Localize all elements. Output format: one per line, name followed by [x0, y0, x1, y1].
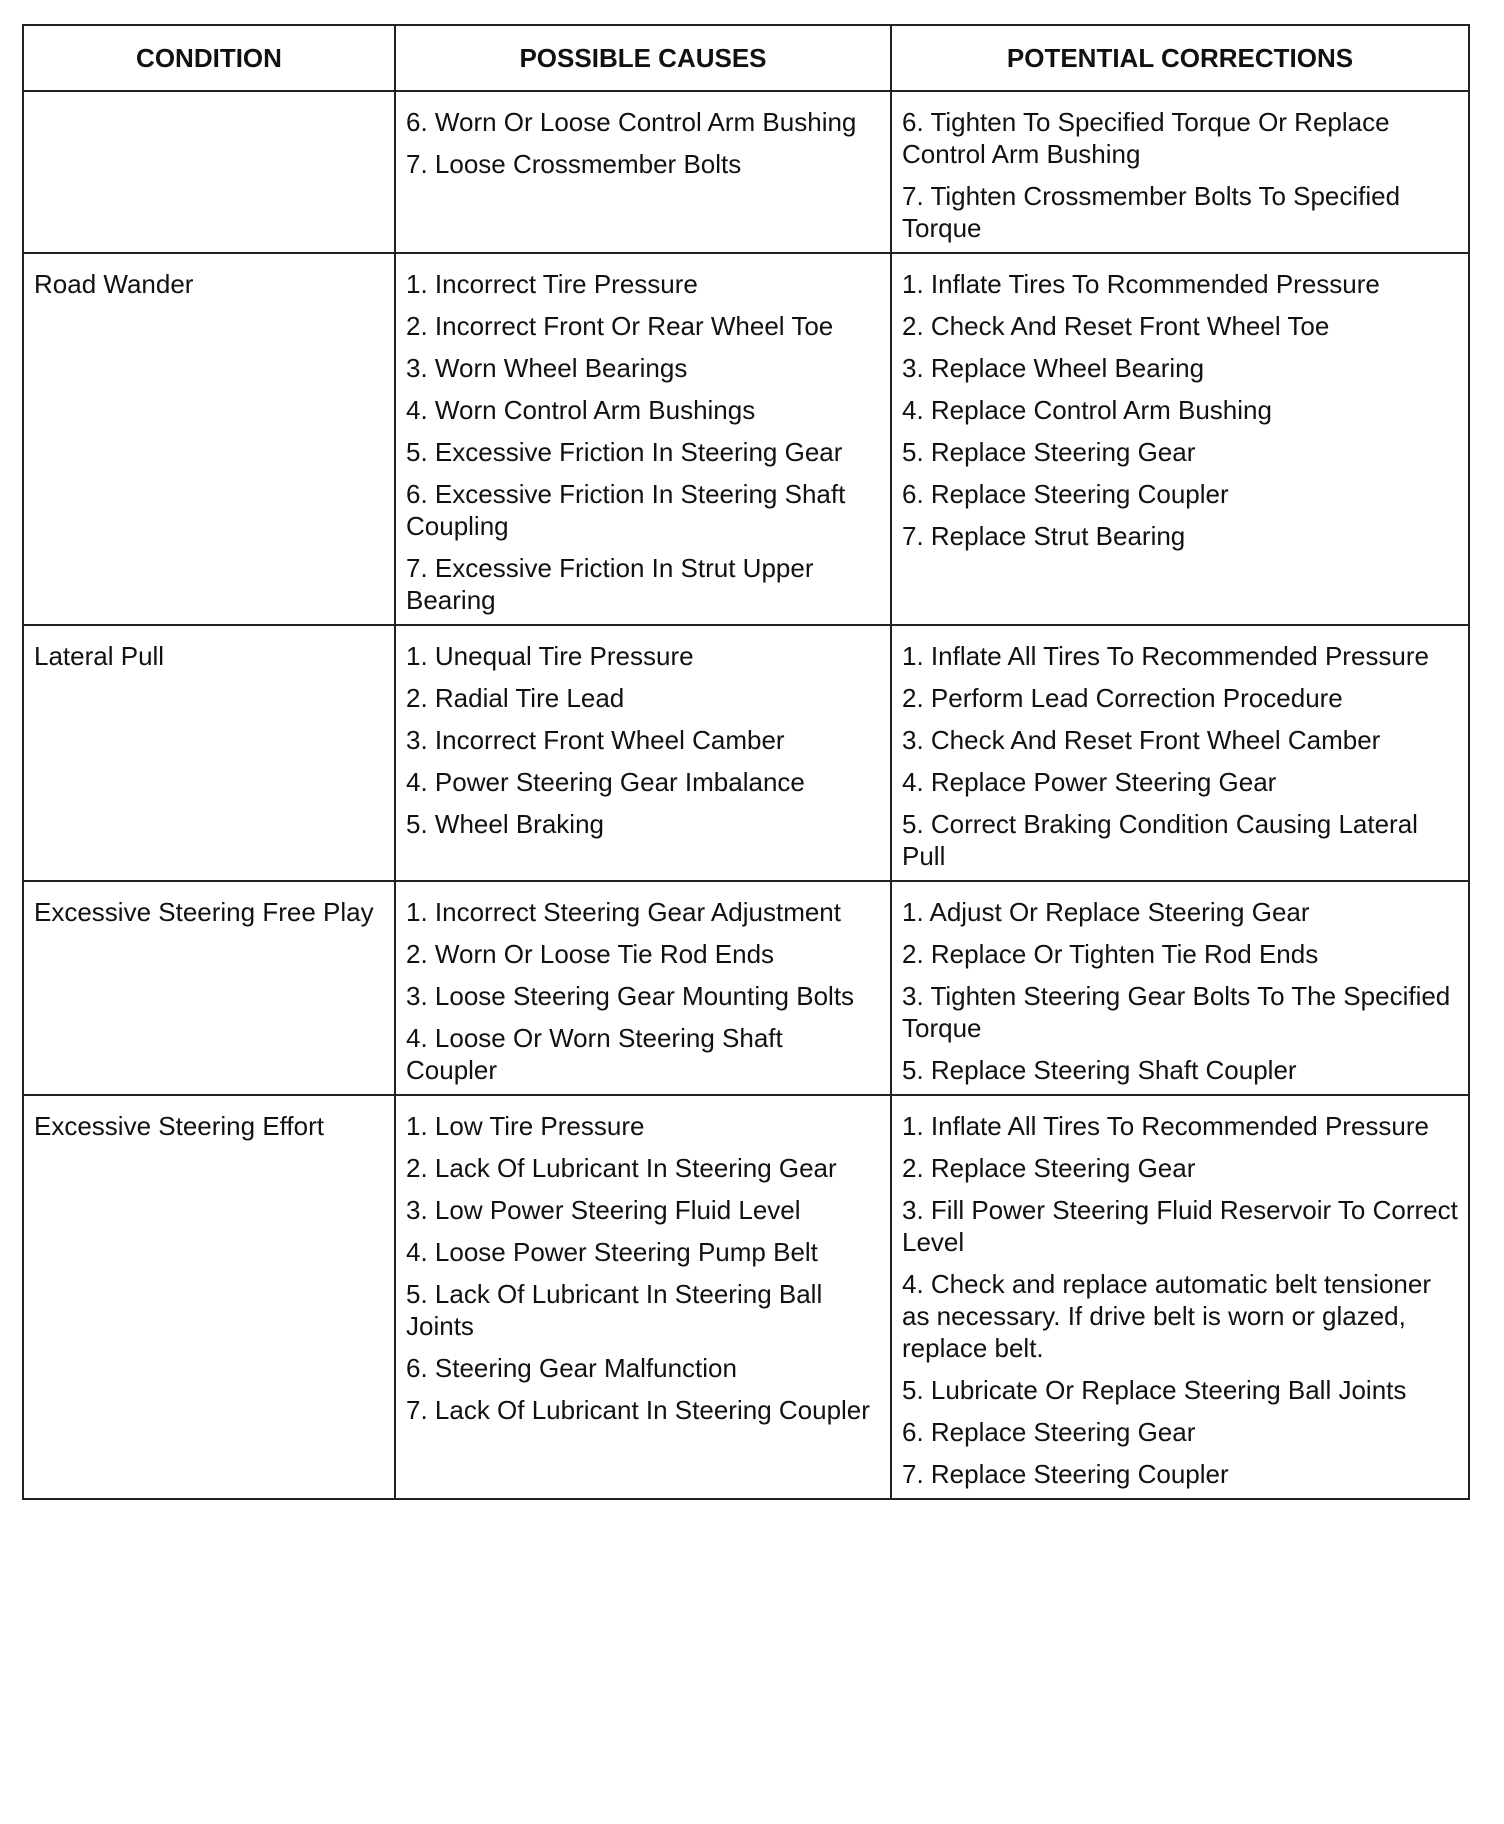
- cause-item: 1. Incorrect Tire Pressure: [406, 269, 698, 299]
- cause-item: 2. Lack Of Lubricant In Steering Gear: [406, 1153, 837, 1183]
- condition-cell: [23, 1095, 395, 1499]
- cause-item: 3. Incorrect Front Wheel Camber: [406, 725, 785, 755]
- cause-item: 2. Radial Tire Lead: [406, 683, 625, 713]
- cause-item: 1. Low Tire Pressure: [406, 1111, 645, 1141]
- correction-item: 5. Replace Steering Gear: [902, 437, 1196, 467]
- correction-item: 6. Tighten To Specified Torque Or Replace Control Arm Bushing: [902, 107, 1390, 169]
- correction-item: 1. Inflate Tires To Rcommended Pressure: [902, 269, 1380, 299]
- cause-cell: [395, 1095, 891, 1499]
- cause-item: 3. Worn Wheel Bearings: [406, 353, 688, 383]
- condition-cell: [23, 253, 395, 625]
- correction-item: 4. Replace Control Arm Bushing: [902, 395, 1272, 425]
- cause-item: 7. Loose Crossmember Bolts: [406, 149, 742, 179]
- cause-cell: [395, 881, 891, 1095]
- correction-item: 3. Tighten Steering Gear Bolts To The Specified Torque: [902, 981, 1451, 1043]
- table-row: [23, 881, 1469, 1095]
- table-row: [23, 253, 1469, 625]
- header-row: [23, 25, 1469, 91]
- correction-item: 6. Replace Steering Coupler: [902, 479, 1229, 509]
- condition-cell: [23, 91, 395, 253]
- correction-item: 3. Check And Reset Front Wheel Camber: [902, 725, 1381, 755]
- cause-item: 2. Incorrect Front Or Rear Wheel Toe: [406, 311, 834, 341]
- cause-item: 6. Steering Gear Malfunction: [406, 1353, 737, 1383]
- correction-item: 1. Inflate All Tires To Recommended Pressure: [902, 641, 1429, 671]
- cause-item: 2. Worn Or Loose Tie Rod Ends: [406, 939, 775, 969]
- correction-item: 1. Inflate All Tires To Recommended Pressure: [902, 1111, 1429, 1141]
- cause-item: 4. Loose Power Steering Pump Belt: [406, 1237, 818, 1267]
- cause-item: 7. Excessive Friction In Strut Upper Bearing: [406, 553, 814, 615]
- cause-item: 6. Worn Or Loose Control Arm Bushing: [406, 107, 857, 137]
- condition-label: Excessive Steering Free Play: [34, 897, 374, 927]
- cause-item: 4. Power Steering Gear Imbalance: [406, 767, 805, 797]
- cause-item: 4. Worn Control Arm Bushings: [406, 395, 756, 425]
- cause-item: 1. Unequal Tire Pressure: [406, 641, 694, 671]
- correction-item: 1. Adjust Or Replace Steering Gear: [902, 897, 1310, 927]
- correction-cell: [891, 625, 1469, 881]
- correction-item: 5. Correct Braking Condition Causing Lateral Pull: [902, 809, 1418, 871]
- correction-cell: [891, 881, 1469, 1095]
- correction-item: 2. Replace Or Tighten Tie Rod Ends: [902, 939, 1319, 969]
- correction-item: 7. Replace Steering Coupler: [902, 1459, 1229, 1489]
- cause-item: 3. Low Power Steering Fluid Level: [406, 1195, 801, 1225]
- table-row: [23, 91, 1469, 253]
- condition-cell: [23, 625, 395, 881]
- cause-cell: [395, 625, 891, 881]
- table-body: [23, 91, 1469, 1499]
- cause-item: 7. Lack Of Lubricant In Steering Coupler: [406, 1395, 870, 1425]
- correction-cell: [891, 1095, 1469, 1499]
- diagnosis-table: [22, 24, 1470, 1500]
- header-condition: CONDITION: [23, 25, 395, 91]
- header-possible-causes: POSSIBLE CAUSES: [395, 25, 891, 91]
- cause-item: 1. Incorrect Steering Gear Adjustment: [406, 897, 841, 927]
- cause-item: 4. Loose Or Worn Steering Shaft Coupler: [406, 1023, 783, 1085]
- correction-item: 2. Replace Steering Gear: [902, 1153, 1196, 1183]
- correction-item: 7. Replace Strut Bearing: [902, 521, 1186, 551]
- correction-item: 2. Check And Reset Front Wheel Toe: [902, 311, 1330, 341]
- cause-cell: [395, 91, 891, 253]
- cause-item: 5. Excessive Friction In Steering Gear: [406, 437, 843, 467]
- correction-item: 5. Replace Steering Shaft Coupler: [902, 1055, 1297, 1085]
- correction-item: 4. Replace Power Steering Gear: [902, 767, 1277, 797]
- cause-item: 5. Lack Of Lubricant In Steering Ball Joints: [406, 1279, 823, 1341]
- table-row: [23, 1095, 1469, 1499]
- condition-cell: [23, 881, 395, 1095]
- condition-label: Excessive Steering Effort: [34, 1111, 324, 1141]
- cause-item: 6. Excessive Friction In Steering Shaft Coupling: [406, 479, 846, 541]
- header-potential-corrections: POTENTIAL CORRECTIONS: [891, 25, 1469, 91]
- correction-item: 5. Lubricate Or Replace Steering Ball Joints: [902, 1375, 1407, 1405]
- correction-item: 6. Replace Steering Gear: [902, 1417, 1196, 1447]
- condition-label: Lateral Pull: [34, 641, 165, 671]
- correction-item: 7. Tighten Crossmember Bolts To Specified Torque: [902, 181, 1401, 243]
- condition-label: Road Wander: [34, 269, 194, 299]
- correction-cell: [891, 253, 1469, 625]
- correction-item: 3. Replace Wheel Bearing: [902, 353, 1205, 383]
- cause-item: 5. Wheel Braking: [406, 809, 604, 839]
- cause-item: 3. Loose Steering Gear Mounting Bolts: [406, 981, 855, 1011]
- table-row: [23, 625, 1469, 881]
- correction-item: 2. Perform Lead Correction Procedure: [902, 683, 1343, 713]
- correction-item: 3. Fill Power Steering Fluid Reservoir To Correct Level: [902, 1195, 1458, 1257]
- cause-cell: [395, 253, 891, 625]
- correction-item: 4. Check and replace automatic belt tensioner as necessary. If drive belt is worn or glazed, replace belt.: [902, 1269, 1431, 1363]
- correction-cell: [891, 91, 1469, 253]
